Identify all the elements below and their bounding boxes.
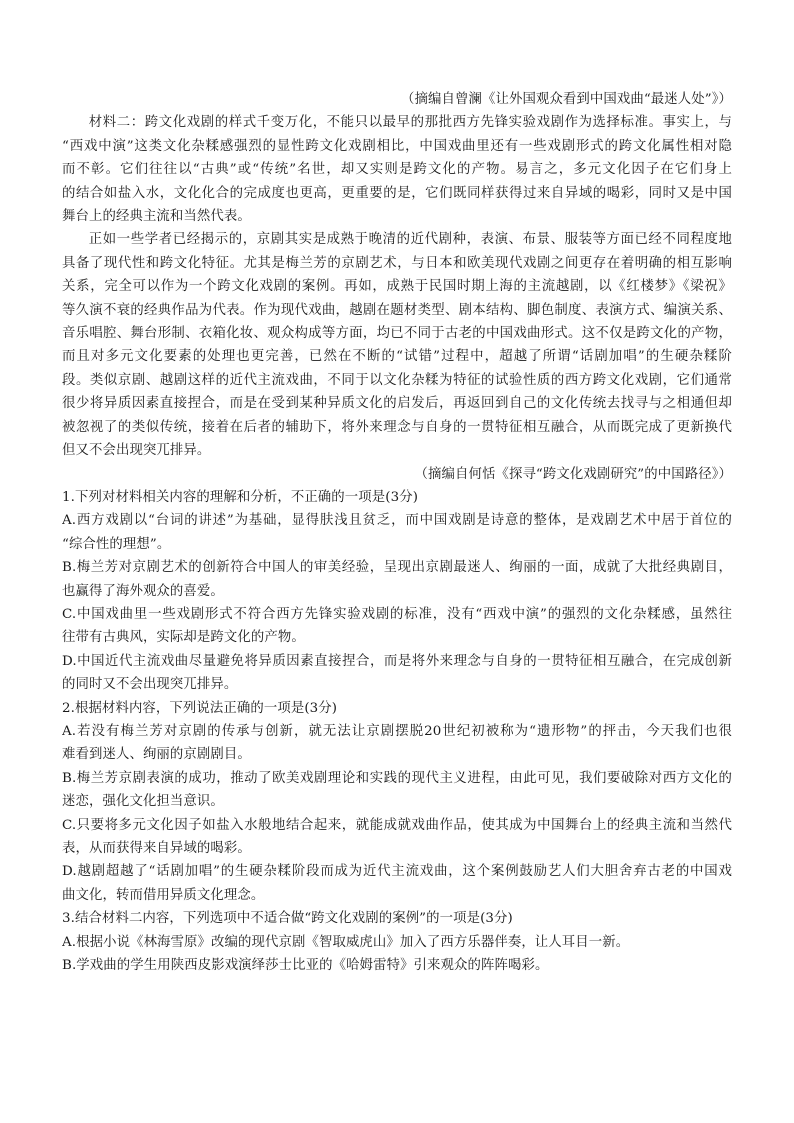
option-d: D.中国近代主流戏曲尽量避免将异质因素直接捏合，而是将外来理念与自身的一贯特征相互融合，在完成创新 xyxy=(62,653,732,669)
source-citation-1: （摘编自曾澜《让外国观众看到中国戏曲“最迷人处”》） xyxy=(401,92,732,107)
question-1 xyxy=(62,486,732,697)
text-line: 的结合如盐入水，文化化合的完成度也更高，更重要的是，它们既同样获得过来自异域的喝彩，同时又是中国 xyxy=(62,185,732,201)
option-a: A.若没有梅兰芳对京剧的传承与创新，就无法让京剧摆脱20世纪初被称为“遗形物”的抨击，今天我们也很 xyxy=(62,723,732,739)
text-line: 很少将异质因素直接捏合，而是在受到某种异质文化的启发后，再返回到自己的文化传统去找寻与之相通但却 xyxy=(62,396,732,412)
material-2-paragraph-2 xyxy=(62,228,732,462)
text-line: 而且对多元文化要素的处理也更完善，已然在不断的“试错”过程中，超越了所谓“话剧加唱”的生硬杂糅阶 xyxy=(62,349,732,365)
option-d: D.越剧超越了“话剧加唱”的生硬杂糅阶段而成为近代主流戏曲，这个案例鼓励艺人们大胆舍弃古老的中国戏 xyxy=(62,864,732,880)
text-line: 被忽视了的类似传统，接着在后者的辅助下，将外来理念与自身的一贯特征相互融合，从而既完成了更新换代 xyxy=(62,419,732,435)
option-d-cont: 的同时又不会出现突兀排异。 xyxy=(62,677,238,693)
option-b-cont: 也赢得了海外观众的喜爱。 xyxy=(62,583,224,599)
option-a-cont: 难看到迷人、绚丽的京剧剧目。 xyxy=(62,747,251,763)
option-b-cont: 迷恋，强化文化担当意识。 xyxy=(62,794,224,810)
question-3 xyxy=(62,907,732,977)
option-d-cont: 曲文化，转而借用异质文化理念。 xyxy=(62,887,265,903)
text-line: 舞台上的经典主流和当然代表。 xyxy=(62,209,251,225)
option-b: B.学戏曲的学生用陕西皮影戏演绎莎士比亚的《哈姆雷特》引来观众的阵阵喝彩。 xyxy=(62,958,549,974)
text-line: 等久演不衰的经典作品为代表。作为现代戏曲，越剧在题材类型、剧本结构、脚色制度、表演方式、编演关系、 xyxy=(62,302,732,318)
question-stem: 1.下列对材料相关内容的理解和分析，不正确的一项是(3分) xyxy=(62,489,419,505)
text-line: 正如一些学者已经揭示的，京剧其实是成熟于晚清的近代剧种，表演、布景、服装等方面已经不同程度地 xyxy=(88,232,732,248)
material-2-paragraph-1 xyxy=(62,111,732,228)
text-line: 关系，完全可以作为一个跨文化戏剧的案例。再如，成熟于民国时期上海的主流越剧，以《红楼梦》《梁祝》 xyxy=(62,279,732,295)
question-stem: 2.根据材料内容，下列说法正确的一项是(3分) xyxy=(62,700,338,716)
option-a: A.西方戏剧以“台词的讲述”为基础，显得肤浅且贫乏，而中国戏剧是诗意的整体，是戏剧艺术中居于首位的 xyxy=(62,513,732,529)
text-line: 而不彰。它们往往以“古典”或“传统”名世，却又实则是跨文化的产物。易言之，多元文化因子在它们身上 xyxy=(62,162,732,178)
question-stem: 3.结合材料二内容，下列选项中不适合做“跨文化戏剧的案例”的一项是(3分) xyxy=(62,911,513,927)
option-a: A.根据小说《林海雪原》改编的现代京剧《智取威虎山》加入了西方乐器伴奏，让人耳目一新。 xyxy=(62,934,630,950)
text-line: 但又不会出现突兀排异。 xyxy=(62,443,211,459)
question-2 xyxy=(62,697,732,908)
option-c: C.只要将多元文化因子如盐入水般地结合起来，就能成就戏曲作品，使其成为中国舞台上的经典主流和当然代 xyxy=(62,817,732,833)
text-line: 段。类似京剧、越剧这样的近代主流戏曲，不同于以文化杂糅为特征的试验性质的西方跨文化戏剧，它们通常 xyxy=(62,372,732,388)
option-a-cont: “综合性的理想”。 xyxy=(62,536,171,552)
option-b: B.梅兰芳对京剧艺术的创新符合中国人的审美经验，呈现出京剧最迷人、绚丽的一面，成就了大批经典剧目， xyxy=(62,560,732,576)
option-b: B.梅兰芳京剧表演的成功，推动了欧美戏剧理论和实践的现代主义进程，由此可见，我们要破除对西方文化的 xyxy=(62,770,732,786)
option-c-cont: 往带有古典风，实际却是跨文化的产物。 xyxy=(62,630,305,646)
source-citation-2: （摘编自何恬《探寻“跨文化戏剧研究”的中国路径》） xyxy=(414,466,732,482)
text-line: 材料二：跨文化戏剧的样式千变万化，不能只以最早的那批西方先锋实验戏剧作为选择标准。事实上，与 xyxy=(88,115,732,131)
option-c-cont: 表，从而获得来自异域的喝彩。 xyxy=(62,841,251,856)
text-line: 具备了现代性和跨文化特征。尤其是梅兰芳的京剧艺术，与日本和欧美现代戏剧之间更存在着明确的相互影响 xyxy=(62,255,732,271)
option-c: C.中国戏曲里一些戏剧形式不符合西方先锋实验戏剧的标准，没有“西戏中演”的强烈的文化杂糅感，虽然往 xyxy=(62,606,732,622)
text-line: 音乐唱腔、舞台形制、衣箱化妆、观众构成等方面，均已不同于古老的中国戏曲形式。这不仅是跨文化的产物， xyxy=(62,326,732,342)
text-line: “西戏中演”这类文化杂糅感强烈的显性跨文化戏剧相比，中国戏曲里还有一些戏剧形式的跨文化属性相对隐 xyxy=(62,138,732,154)
